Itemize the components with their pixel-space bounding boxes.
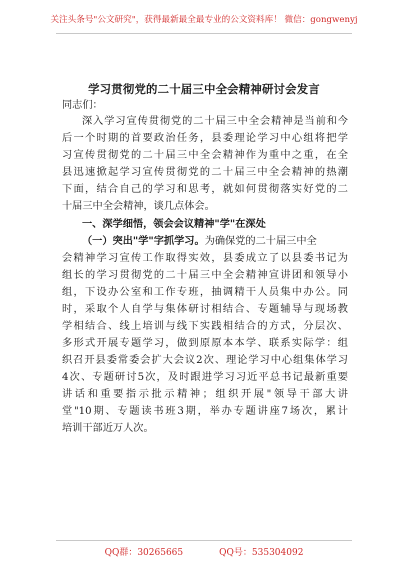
paragraph-line: 下面，结合自己的学习和思考，就如何贯彻落实好党的二 bbox=[62, 184, 348, 195]
paragraph-line: 时，采取个人自学与集体研讨相结合、专题辅导与现场教 bbox=[62, 304, 348, 315]
paragraph-line: 4次、专题研讨5次，及时跟进学习习近平总书记最新重要 bbox=[62, 372, 348, 383]
subsection-line bbox=[82, 233, 348, 250]
paragraph-line: 后一个时期的首要政治任务，县委理论学习中心组将把学 bbox=[62, 133, 348, 144]
footer-qq: QQ号：535304092 bbox=[219, 548, 304, 558]
footer-divider bbox=[56, 540, 352, 541]
paragraph-line: 会精神学习宣传工作取得实效，县委成立了以县委书记为 bbox=[62, 253, 348, 264]
paragraph-line: 织召开县委常委会扩大会议2次、理论学习中心组集体学习 bbox=[62, 355, 348, 366]
paragraph-line: 多形式开展专题学习，做到原原本本学、联系实际学：组 bbox=[62, 338, 348, 349]
subsection-heading: （一）突出"学"字抓学习。 bbox=[82, 235, 205, 247]
section-heading: 一、深学细悟，领会会议精神"学"在深处 bbox=[82, 218, 266, 230]
paragraph-line: 县迅速掀起学习宣传贯彻党的二十届三中全会精神的热潮 bbox=[62, 167, 348, 178]
salutation: 同志们： bbox=[62, 100, 103, 111]
footer-qq-group: QQ群：30265665 bbox=[104, 548, 184, 558]
paragraph-line: 组长的学习贯彻党的二十届三中全会精神宣讲团和领导小 bbox=[62, 270, 348, 281]
subsection-lead: 为确保党的二十届三中全 bbox=[204, 236, 317, 247]
paragraph-line: 讲话和重要指示批示精神；组织开展"领导干部大讲 bbox=[62, 389, 348, 400]
paragraph-line: 深入学习宣传贯彻党的二十届三中全会精神是当前和今 bbox=[82, 116, 348, 127]
header-divider bbox=[56, 33, 352, 34]
paragraph-line: 组，下设办公室和工作专班，抽调精干人员集中办公。同 bbox=[62, 287, 348, 298]
paragraph-line: 习宣传贯彻党的二十届三中全会精神作为重中之重，在全 bbox=[62, 150, 348, 161]
paragraph-line: 堂"10期、专题读书班3期，举办专题讲座7场次，累计 bbox=[62, 406, 348, 417]
paragraph-line: 培训干部近万人次。 bbox=[62, 423, 154, 434]
paragraph-line: 十届三中全会精神，谈几点体会。 bbox=[62, 201, 215, 212]
footer bbox=[0, 545, 408, 558]
page-title: 学习贯彻党的二十届三中全会精神研讨会发言 bbox=[88, 82, 320, 96]
header-banner: 关注头条号"公文研究"，获得最新最全最专业的公文资料库！ 微信：gongwenyj bbox=[50, 15, 358, 25]
paragraph-line: 学相结合、线上培训与线下实践相结合的方式，分层次、 bbox=[62, 321, 348, 332]
